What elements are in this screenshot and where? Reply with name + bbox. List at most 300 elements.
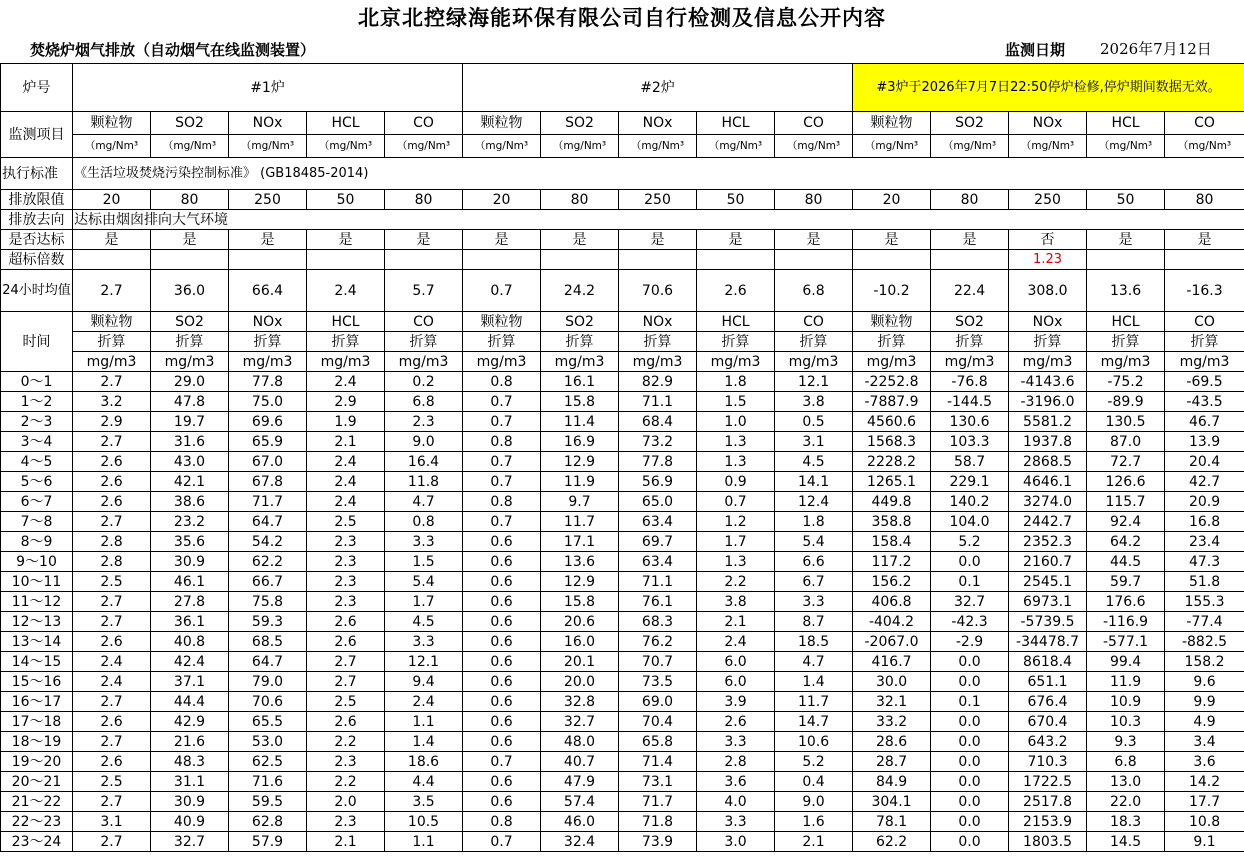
table-row xyxy=(1,652,1244,672)
value-cell: 32.7 xyxy=(541,712,619,732)
value-cell: 75.8 xyxy=(229,592,307,612)
value-cell: 643.2 xyxy=(1009,732,1087,752)
value-cell: 1803.5 xyxy=(1009,832,1087,852)
value-cell: 0.0 xyxy=(931,812,1009,832)
conv-unit: mg/m3 xyxy=(151,352,229,372)
value-cell: 0.1 xyxy=(931,692,1009,712)
time-cell: 19～20 xyxy=(1,752,73,772)
value-cell: 71.8 xyxy=(619,812,697,832)
exceed-cell xyxy=(385,250,463,270)
table-row xyxy=(1,532,1244,552)
value-cell: 1.5 xyxy=(697,392,775,412)
value-cell: 40.8 xyxy=(151,632,229,652)
value-cell: 22.0 xyxy=(1087,792,1165,812)
time-label: 时间 xyxy=(1,312,73,372)
value-cell: 2.1 xyxy=(307,432,385,452)
exceed-cell xyxy=(151,250,229,270)
value-cell: 16.0 xyxy=(541,632,619,652)
pollutant-header: NOx xyxy=(229,112,307,135)
time-cell: 22～23 xyxy=(1,812,73,832)
conv-unit: mg/m3 xyxy=(775,352,853,372)
value-cell: 2.8 xyxy=(73,532,151,552)
compliant-cell: 是 xyxy=(697,230,775,250)
value-cell: 9.0 xyxy=(385,432,463,452)
value-cell: 18.5 xyxy=(775,632,853,652)
value-cell: 156.2 xyxy=(853,572,931,592)
value-cell: 2545.1 xyxy=(1009,572,1087,592)
value-cell: 2868.5 xyxy=(1009,452,1087,472)
value-cell: 31.1 xyxy=(151,772,229,792)
unit-cell: （mg/Nm³ xyxy=(1087,135,1165,158)
exceed-cell xyxy=(697,250,775,270)
value-cell: 4.7 xyxy=(385,492,463,512)
value-cell: 36.1 xyxy=(151,612,229,632)
value-cell: 42.9 xyxy=(151,712,229,732)
value-cell: 0.7 xyxy=(463,752,541,772)
avg24-cell: 70.6 xyxy=(619,270,697,312)
value-cell: 23.4 xyxy=(1165,532,1244,552)
conv-unit: mg/m3 xyxy=(385,352,463,372)
value-cell: -89.9 xyxy=(1087,392,1165,412)
table-row xyxy=(1,612,1244,632)
value-cell: 78.1 xyxy=(853,812,931,832)
pollutant-header-lower: HCL xyxy=(307,312,385,332)
value-cell: 46.1 xyxy=(151,572,229,592)
table-row xyxy=(1,392,1244,412)
value-cell: 70.6 xyxy=(229,692,307,712)
value-cell: 1.6 xyxy=(775,812,853,832)
pollutant-header: SO2 xyxy=(541,112,619,135)
value-cell: 130.6 xyxy=(931,412,1009,432)
value-cell: 2442.7 xyxy=(1009,512,1087,532)
limit-cell: 80 xyxy=(385,190,463,210)
pollutant-header-lower: 颗粒物 xyxy=(73,312,151,332)
conv-unit: mg/m3 xyxy=(1165,352,1244,372)
value-cell: 2.1 xyxy=(697,612,775,632)
value-cell: 48.3 xyxy=(151,752,229,772)
compliant-cell: 是 xyxy=(931,230,1009,250)
value-cell: 71.1 xyxy=(619,392,697,412)
value-cell: 2.6 xyxy=(73,712,151,732)
value-cell: 1.0 xyxy=(697,412,775,432)
table-row xyxy=(1,372,1244,392)
value-cell: 2.6 xyxy=(73,452,151,472)
value-cell: 5.4 xyxy=(775,532,853,552)
value-cell: 9.6 xyxy=(1165,672,1244,692)
value-cell: 20.0 xyxy=(541,672,619,692)
date-label: 监测日期 xyxy=(1005,41,1066,59)
value-cell: 0.6 xyxy=(463,532,541,552)
value-cell: 15.8 xyxy=(541,592,619,612)
value-cell: 2.7 xyxy=(307,652,385,672)
time-cell: 5～6 xyxy=(1,472,73,492)
value-cell: 70.7 xyxy=(619,652,697,672)
value-cell: 2.5 xyxy=(73,772,151,792)
compliant-cell: 是 xyxy=(619,230,697,250)
value-cell: 1.4 xyxy=(385,732,463,752)
value-cell: 73.2 xyxy=(619,432,697,452)
value-cell: 3.3 xyxy=(697,732,775,752)
value-cell: 38.6 xyxy=(151,492,229,512)
value-cell: 30.0 xyxy=(853,672,931,692)
value-cell: 35.6 xyxy=(151,532,229,552)
value-cell: 65.8 xyxy=(619,732,697,752)
value-cell: 17.7 xyxy=(1165,792,1244,812)
unit-cell: （mg/Nm³ xyxy=(931,135,1009,158)
value-cell: 53.0 xyxy=(229,732,307,752)
value-cell: -144.5 xyxy=(931,392,1009,412)
emissions-table xyxy=(0,63,1244,852)
conv-unit: mg/m3 xyxy=(619,352,697,372)
value-cell: 92.4 xyxy=(1087,512,1165,532)
unit-cell: （mg/Nm³ xyxy=(541,135,619,158)
value-cell: 0.1 xyxy=(931,572,1009,592)
value-cell: 11.8 xyxy=(385,472,463,492)
value-cell: 2228.2 xyxy=(853,452,931,472)
limit-cell: 50 xyxy=(1087,190,1165,210)
value-cell: 10.8 xyxy=(1165,812,1244,832)
unit-cell: （mg/Nm³ xyxy=(853,135,931,158)
table-row xyxy=(1,452,1244,472)
exceed-cell xyxy=(307,250,385,270)
value-cell: 13.9 xyxy=(1165,432,1244,452)
value-cell: 4.9 xyxy=(1165,712,1244,732)
value-cell: 710.3 xyxy=(1009,752,1087,772)
value-cell: 18.6 xyxy=(385,752,463,772)
table-row xyxy=(1,632,1244,652)
exceed-cell xyxy=(463,250,541,270)
value-cell: 229.1 xyxy=(931,472,1009,492)
limit-cell: 80 xyxy=(151,190,229,210)
compliant-cell: 是 xyxy=(229,230,307,250)
limit-cell: 20 xyxy=(853,190,931,210)
value-cell: 46.7 xyxy=(1165,412,1244,432)
value-cell: 9.7 xyxy=(541,492,619,512)
value-cell: 1.2 xyxy=(697,512,775,532)
value-cell: 33.2 xyxy=(853,712,931,732)
value-cell: 304.1 xyxy=(853,792,931,812)
table-row xyxy=(1,512,1244,532)
value-cell: 76.2 xyxy=(619,632,697,652)
value-cell: 4.0 xyxy=(697,792,775,812)
table-row xyxy=(1,412,1244,432)
time-cell: 18～19 xyxy=(1,732,73,752)
value-cell: 1.3 xyxy=(697,452,775,472)
value-cell: -34478.7 xyxy=(1009,632,1087,652)
unit-cell: （mg/Nm³ xyxy=(775,135,853,158)
value-cell: 10.3 xyxy=(1087,712,1165,732)
pollutant-header: 颗粒物 xyxy=(463,112,541,135)
value-cell: 70.4 xyxy=(619,712,697,732)
time-cell: 1～2 xyxy=(1,392,73,412)
value-cell: 8.7 xyxy=(775,612,853,632)
value-cell: 3.2 xyxy=(73,392,151,412)
value-cell: 16.9 xyxy=(541,432,619,452)
monitor-item-label: 监测项目 xyxy=(1,112,73,158)
value-cell: 62.8 xyxy=(229,812,307,832)
value-cell: 10.9 xyxy=(1087,692,1165,712)
unit-cell: （mg/Nm³ xyxy=(385,135,463,158)
furnace-label: 炉号 xyxy=(1,64,73,112)
avg24-cell: 5.7 xyxy=(385,270,463,312)
value-cell: 32.7 xyxy=(151,832,229,852)
value-cell: 47.8 xyxy=(151,392,229,412)
value-cell: 1.8 xyxy=(697,372,775,392)
value-cell: 67.0 xyxy=(229,452,307,472)
value-cell: 40.7 xyxy=(541,752,619,772)
conv-label: 折算 xyxy=(541,332,619,352)
value-cell: 20.9 xyxy=(1165,492,1244,512)
value-cell: 44.5 xyxy=(1087,552,1165,572)
value-cell: 4.4 xyxy=(385,772,463,792)
value-cell: 68.4 xyxy=(619,412,697,432)
value-cell: 155.3 xyxy=(1165,592,1244,612)
unit-cell: （mg/Nm³ xyxy=(73,135,151,158)
time-cell: 4～5 xyxy=(1,452,73,472)
conv-unit: mg/m3 xyxy=(229,352,307,372)
value-cell: 1.9 xyxy=(307,412,385,432)
exceed-cell xyxy=(541,250,619,270)
time-cell: 13～14 xyxy=(1,632,73,652)
value-cell: 0.0 xyxy=(931,772,1009,792)
value-cell: 20.1 xyxy=(541,652,619,672)
value-cell: 0.6 xyxy=(463,652,541,672)
value-cell: 42.1 xyxy=(151,472,229,492)
conv-label: 折算 xyxy=(1165,332,1244,352)
value-cell: 406.8 xyxy=(853,592,931,612)
value-cell: 2.3 xyxy=(307,552,385,572)
pollutant-header-lower: NOx xyxy=(619,312,697,332)
value-cell: 5.2 xyxy=(931,532,1009,552)
exceed-cell xyxy=(229,250,307,270)
pollutant-header: 颗粒物 xyxy=(853,112,931,135)
value-cell: -404.2 xyxy=(853,612,931,632)
value-cell: 0.0 xyxy=(931,832,1009,852)
value-cell: 2.6 xyxy=(307,632,385,652)
value-cell: 37.1 xyxy=(151,672,229,692)
value-cell: 46.0 xyxy=(541,812,619,832)
compliant-cell: 是 xyxy=(775,230,853,250)
value-cell: 0.4 xyxy=(775,772,853,792)
destination-text: 达标由烟囱排向大气环境 xyxy=(73,210,1244,230)
avg24-cell: 66.4 xyxy=(229,270,307,312)
value-cell: 12.1 xyxy=(775,372,853,392)
value-cell: 651.1 xyxy=(1009,672,1087,692)
conv-label: 折算 xyxy=(1009,332,1087,352)
pollutant-header-lower: SO2 xyxy=(541,312,619,332)
value-cell: 32.1 xyxy=(853,692,931,712)
value-cell: 32.7 xyxy=(931,592,1009,612)
value-cell: -75.2 xyxy=(1087,372,1165,392)
exceed-cell xyxy=(1087,250,1165,270)
table-row xyxy=(1,472,1244,492)
compliant-cell: 是 xyxy=(73,230,151,250)
value-cell: 62.2 xyxy=(853,832,931,852)
unit-cell: （mg/Nm³ xyxy=(1165,135,1244,158)
value-cell: 2.6 xyxy=(73,632,151,652)
value-cell: 77.8 xyxy=(619,452,697,472)
value-cell: 1722.5 xyxy=(1009,772,1087,792)
value-cell: 65.9 xyxy=(229,432,307,452)
value-cell: 14.5 xyxy=(1087,832,1165,852)
value-cell: 0.0 xyxy=(931,712,1009,732)
value-cell: -4143.6 xyxy=(1009,372,1087,392)
value-cell: -3196.0 xyxy=(1009,392,1087,412)
table-row xyxy=(1,672,1244,692)
value-cell: 0.8 xyxy=(463,432,541,452)
value-cell: 63.4 xyxy=(619,552,697,572)
avg24-cell: -10.2 xyxy=(853,270,931,312)
exceed-cell xyxy=(931,250,1009,270)
limit-cell: 250 xyxy=(1009,190,1087,210)
table-row xyxy=(1,732,1244,752)
value-cell: -69.5 xyxy=(1165,372,1244,392)
pollutant-header-lower: NOx xyxy=(1009,312,1087,332)
value-cell: 0.6 xyxy=(463,712,541,732)
standard-label: 执行标准 xyxy=(1,158,73,190)
value-cell: 3.3 xyxy=(775,592,853,612)
value-cell: 8618.4 xyxy=(1009,652,1087,672)
value-cell: 72.7 xyxy=(1087,452,1165,472)
conv-label: 折算 xyxy=(931,332,1009,352)
table-row xyxy=(1,752,1244,772)
unit-cell: （mg/Nm³ xyxy=(463,135,541,158)
value-cell: 0.0 xyxy=(931,792,1009,812)
value-cell: 17.1 xyxy=(541,532,619,552)
value-cell: -43.5 xyxy=(1165,392,1244,412)
value-cell: 2.4 xyxy=(73,672,151,692)
value-cell: 2.7 xyxy=(73,692,151,712)
value-cell: 12.9 xyxy=(541,572,619,592)
value-cell: 18.3 xyxy=(1087,812,1165,832)
value-cell: 6.7 xyxy=(775,572,853,592)
value-cell: 0.0 xyxy=(931,672,1009,692)
value-cell: 47.9 xyxy=(541,772,619,792)
time-cell: 12～13 xyxy=(1,612,73,632)
value-cell: 16.1 xyxy=(541,372,619,392)
value-cell: 2.5 xyxy=(73,572,151,592)
table-row xyxy=(1,692,1244,712)
value-cell: 11.9 xyxy=(541,472,619,492)
value-cell: 176.6 xyxy=(1087,592,1165,612)
value-cell: 158.2 xyxy=(1165,652,1244,672)
value-cell: 71.4 xyxy=(619,752,697,772)
value-cell: 2.4 xyxy=(73,652,151,672)
limit-cell: 80 xyxy=(775,190,853,210)
value-cell: 6.8 xyxy=(1087,752,1165,772)
standard-text: 《生活垃圾焚烧污染控制标准》 (GB18485-2014) xyxy=(73,158,1244,190)
value-cell: 2.6 xyxy=(73,472,151,492)
limit-cell: 50 xyxy=(307,190,385,210)
value-cell: 14.2 xyxy=(1165,772,1244,792)
conv-label: 折算 xyxy=(853,332,931,352)
value-cell: 0.7 xyxy=(463,452,541,472)
time-cell: 8～9 xyxy=(1,532,73,552)
value-cell: 48.0 xyxy=(541,732,619,752)
value-cell: 2.3 xyxy=(307,592,385,612)
value-cell: 47.3 xyxy=(1165,552,1244,572)
conv-label: 折算 xyxy=(619,332,697,352)
value-cell: 2.3 xyxy=(307,812,385,832)
value-cell: 2.3 xyxy=(385,412,463,432)
value-cell: 51.8 xyxy=(1165,572,1244,592)
value-cell: 13.6 xyxy=(541,552,619,572)
value-cell: 0.7 xyxy=(463,412,541,432)
table-row xyxy=(1,552,1244,572)
value-cell: 4646.1 xyxy=(1009,472,1087,492)
avg24-cell: -16.3 xyxy=(1165,270,1244,312)
value-cell: 1.8 xyxy=(775,512,853,532)
value-cell: 1.1 xyxy=(385,712,463,732)
avg24-cell: 6.8 xyxy=(775,270,853,312)
value-cell: 2.2 xyxy=(307,732,385,752)
pollutant-header-lower: 颗粒物 xyxy=(463,312,541,332)
value-cell: 59.3 xyxy=(229,612,307,632)
value-cell: 87.0 xyxy=(1087,432,1165,452)
avg24-cell: 13.6 xyxy=(1087,270,1165,312)
value-cell: 2.8 xyxy=(73,552,151,572)
value-cell: 0.8 xyxy=(463,492,541,512)
value-cell: 3.9 xyxy=(697,692,775,712)
avg24-label: 24小时均值 xyxy=(1,270,73,312)
value-cell: 3.8 xyxy=(697,592,775,612)
value-cell: 104.0 xyxy=(931,512,1009,532)
avg24-cell: 308.0 xyxy=(1009,270,1087,312)
time-cell: 9～10 xyxy=(1,552,73,572)
value-cell: -7887.9 xyxy=(853,392,931,412)
value-cell: 1568.3 xyxy=(853,432,931,452)
table-row xyxy=(1,712,1244,732)
furnace-3-notice: #3炉于2026年7月7日22:50停炉检修,停炉期间数据无效。 xyxy=(853,64,1244,112)
time-cell: 15～16 xyxy=(1,672,73,692)
value-cell: 12.9 xyxy=(541,452,619,472)
value-cell: 44.4 xyxy=(151,692,229,712)
value-cell: 30.9 xyxy=(151,552,229,572)
value-cell: 0.6 xyxy=(463,552,541,572)
value-cell: 4.7 xyxy=(775,652,853,672)
pollutant-header: CO xyxy=(385,112,463,135)
value-cell: -2252.8 xyxy=(853,372,931,392)
value-cell: 2.3 xyxy=(307,572,385,592)
value-cell: 64.7 xyxy=(229,512,307,532)
value-cell: 99.4 xyxy=(1087,652,1165,672)
furnace-1-header: #1炉 xyxy=(73,64,463,112)
pollutant-header-lower: HCL xyxy=(697,312,775,332)
conv-label: 折算 xyxy=(307,332,385,352)
conv-label: 折算 xyxy=(697,332,775,352)
date-value: 2026年7月12日 xyxy=(1100,40,1212,58)
value-cell: 2.4 xyxy=(307,452,385,472)
value-cell: 0.7 xyxy=(463,472,541,492)
value-cell: 2.7 xyxy=(73,832,151,852)
table-row xyxy=(1,792,1244,812)
time-cell: 14～15 xyxy=(1,652,73,672)
value-cell: 0.7 xyxy=(463,392,541,412)
value-cell: 416.7 xyxy=(853,652,931,672)
value-cell: 2.7 xyxy=(73,612,151,632)
value-cell: 32.8 xyxy=(541,692,619,712)
value-cell: 1.1 xyxy=(385,832,463,852)
value-cell: 73.9 xyxy=(619,832,697,852)
avg24-cell: 2.6 xyxy=(697,270,775,312)
pollutant-header-lower: HCL xyxy=(1087,312,1165,332)
exceed-cell: 1.23 xyxy=(1009,250,1087,270)
pollutant-header: CO xyxy=(1165,112,1244,135)
value-cell: 158.4 xyxy=(853,532,931,552)
value-cell: 9.4 xyxy=(385,672,463,692)
value-cell: 32.4 xyxy=(541,832,619,852)
conv-unit: mg/m3 xyxy=(541,352,619,372)
